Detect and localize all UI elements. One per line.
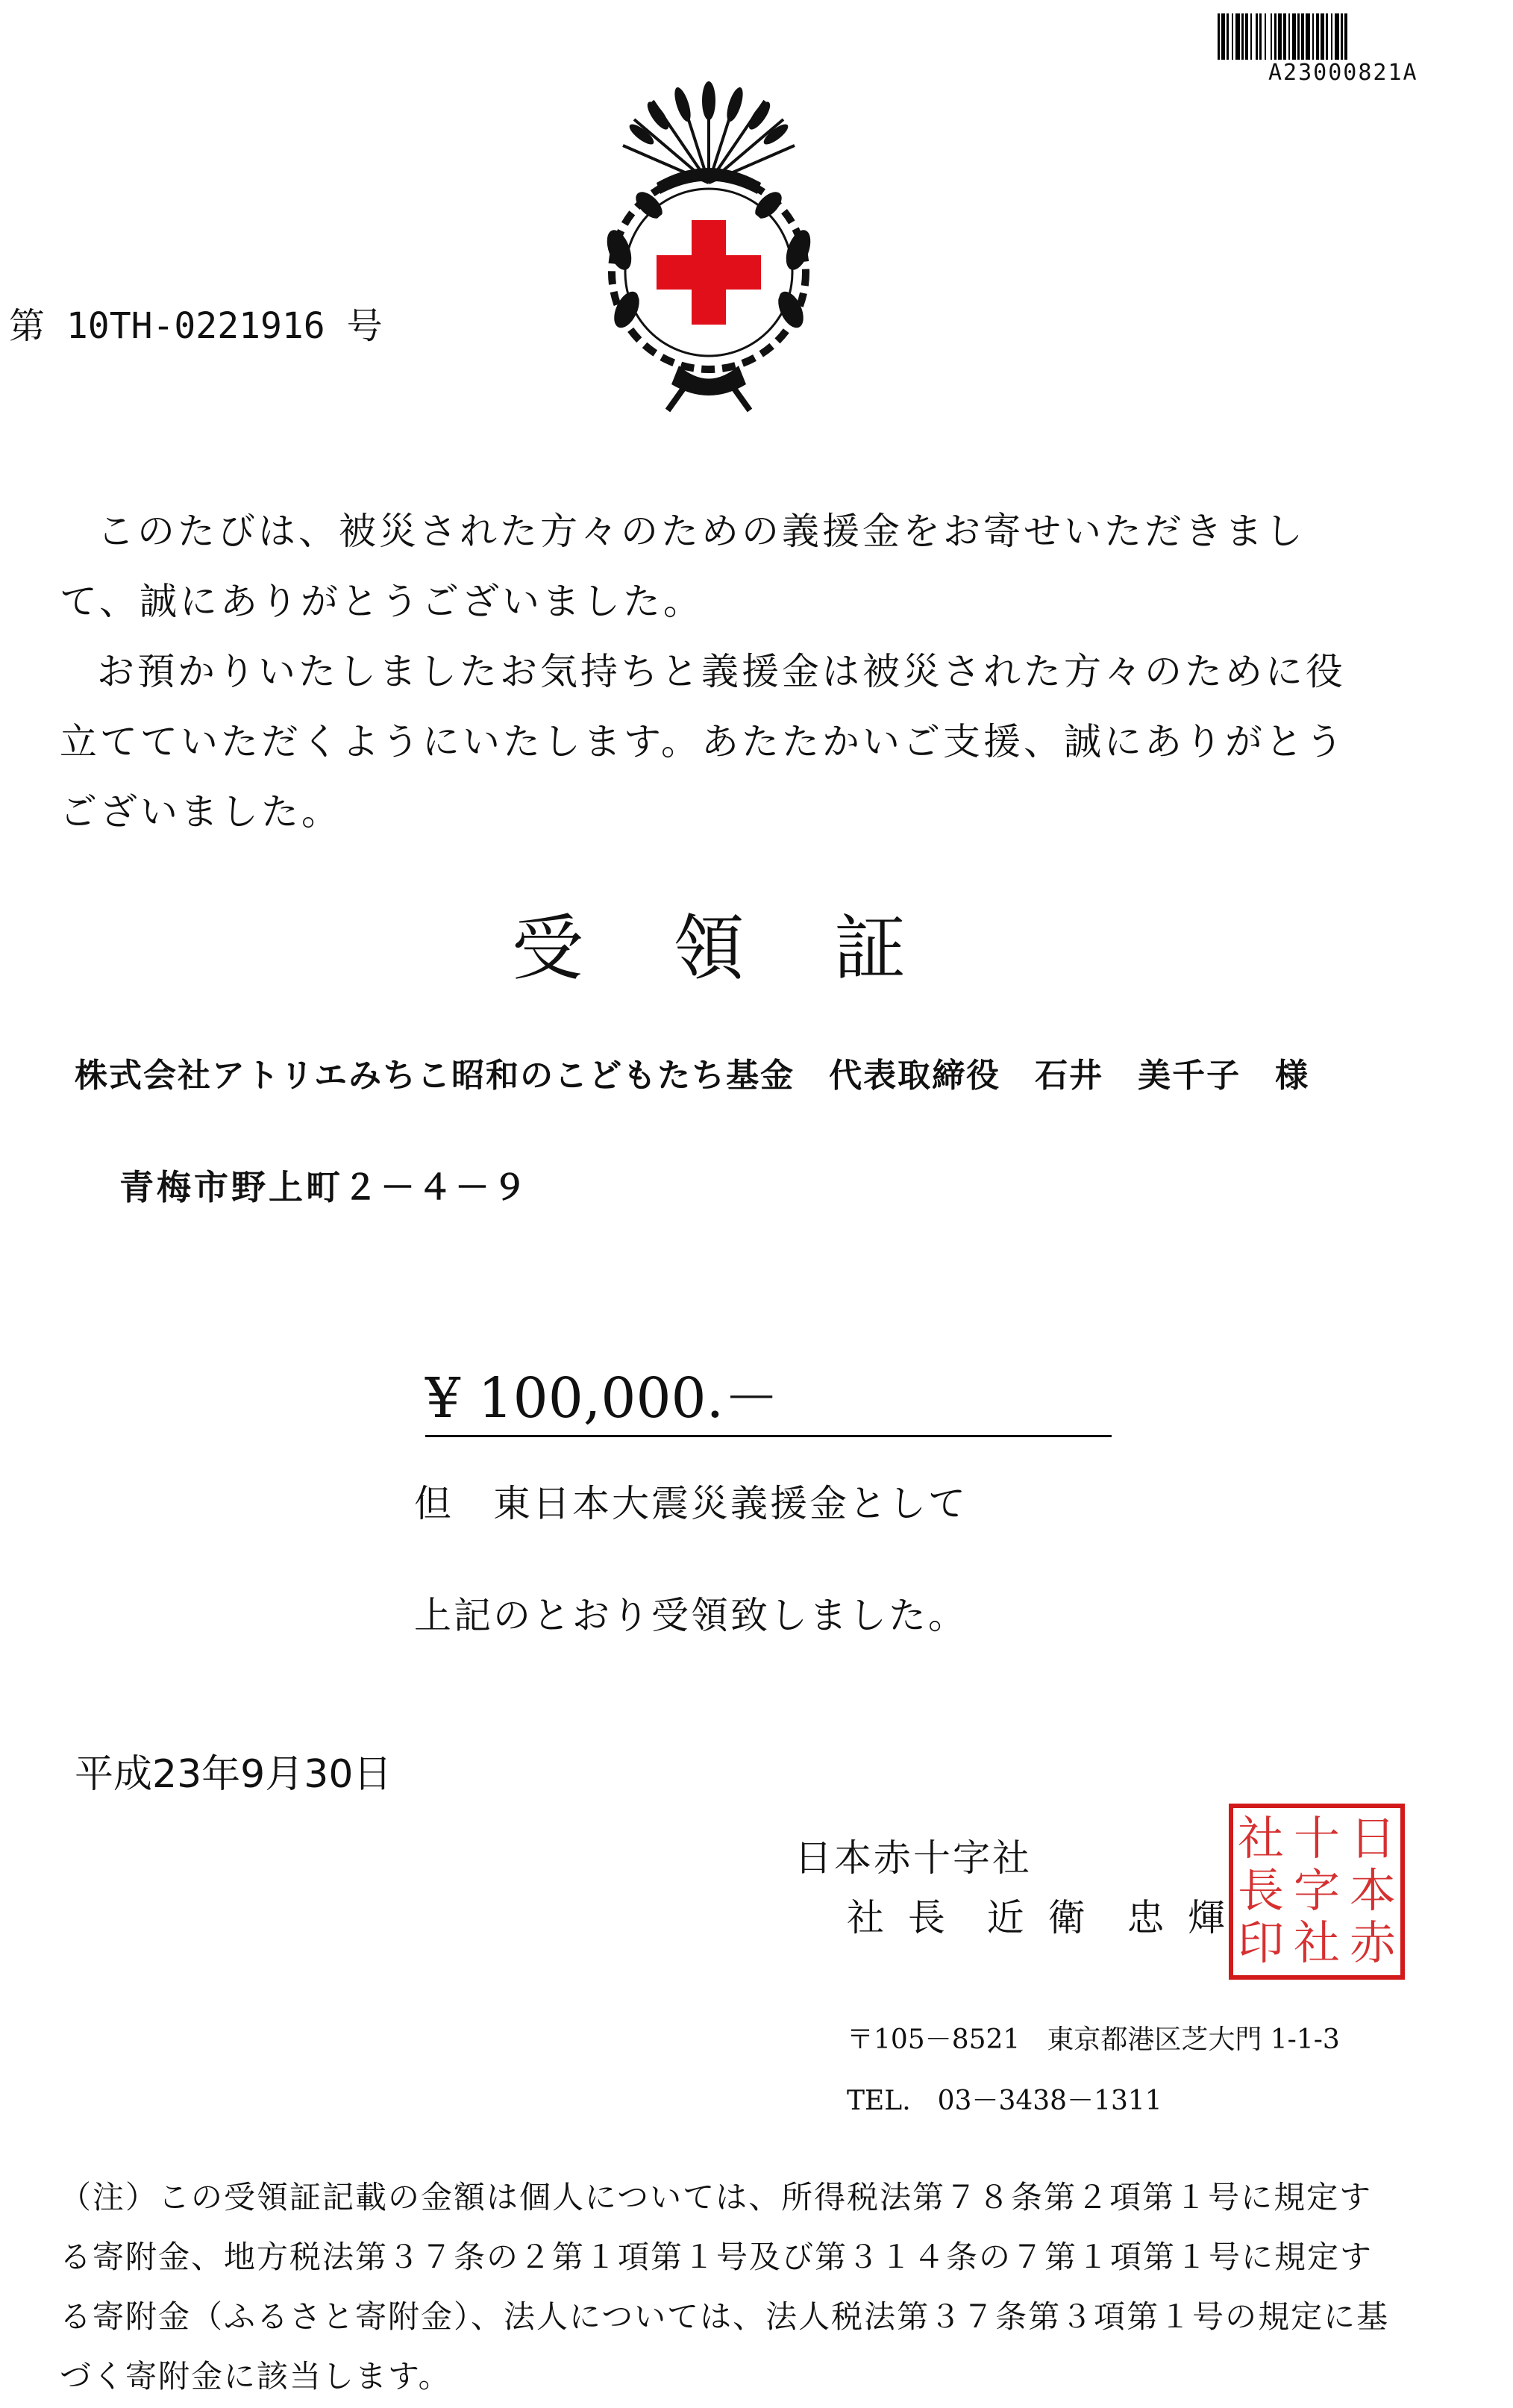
red-cross-emblem-icon xyxy=(567,71,851,414)
receipt-title: 受領証 xyxy=(512,907,995,990)
issuer-president: 社 長 近 衛 忠 煇 xyxy=(847,1896,1232,1939)
recipient-name: 株式会社アトリエみちこ昭和のこどもたち基金 代表取締役 石井 美千子 様 xyxy=(75,1057,1310,1095)
svg-text:日: 日 xyxy=(1349,1811,1397,1866)
svg-text:印: 印 xyxy=(1237,1916,1285,1970)
message-paragraph-2: お預かりいたしましたお気持ちと義援金は被災された方々のために役立てていただくようにいたします。あたたかいご支援、誠にありがとうございました。 xyxy=(60,650,1346,834)
svg-text:長: 長 xyxy=(1237,1863,1285,1918)
donation-amount: ¥ 100,000.－ xyxy=(425,1354,1112,1437)
red-seal-stamp-icon xyxy=(1224,1798,1410,1985)
issuer-postal-address: 〒105－8521 東京都港区芝大門 1-1-3 xyxy=(847,2024,1340,2055)
svg-text:社: 社 xyxy=(1293,1916,1341,1970)
issuer-telephone: TEL. 03－3438－1311 xyxy=(847,2086,1162,2116)
barcode-id: A23000821A xyxy=(1268,60,1418,86)
svg-text:字: 字 xyxy=(1293,1863,1341,1918)
thank-you-message xyxy=(60,496,1380,847)
barcode xyxy=(1218,13,1494,60)
receipt-number: 第 10TH-0221916 号 xyxy=(9,305,383,347)
svg-text:十: 十 xyxy=(1293,1811,1341,1866)
barcode-bar xyxy=(1347,13,1350,60)
svg-text:本: 本 xyxy=(1349,1863,1397,1918)
svg-text:社: 社 xyxy=(1237,1811,1285,1866)
recipient-address: 青梅市野上町２－４－９ xyxy=(119,1167,530,1207)
tax-note: （注）この受領証記載の金額は個人については、所得税法第７８条第２項第１号に規定する寄附金、地方税法第３７条の２第１項第１号及び第３１４条の７第１項第１号に規定する寄附金（ふるさと寄附金）、法人については、法人税法第３７条第３項第１号の規定に基づく寄附金に該当します。 xyxy=(60,2179,1390,2395)
issuer-organization: 日本赤十字社 xyxy=(795,1836,1032,1880)
receipt-confirmation: 上記のとおり受領致しました。 xyxy=(414,1594,968,1637)
donation-purpose: 但 東日本大震災義援金として xyxy=(414,1482,968,1525)
issue-date: 平成23年9月30日 xyxy=(75,1752,392,1797)
svg-text:赤: 赤 xyxy=(1349,1916,1397,1970)
message-paragraph-1: このたびは、被災された方々のための義援金をお寄せいただきまして、誠にありがとうございました。 xyxy=(60,510,1306,623)
